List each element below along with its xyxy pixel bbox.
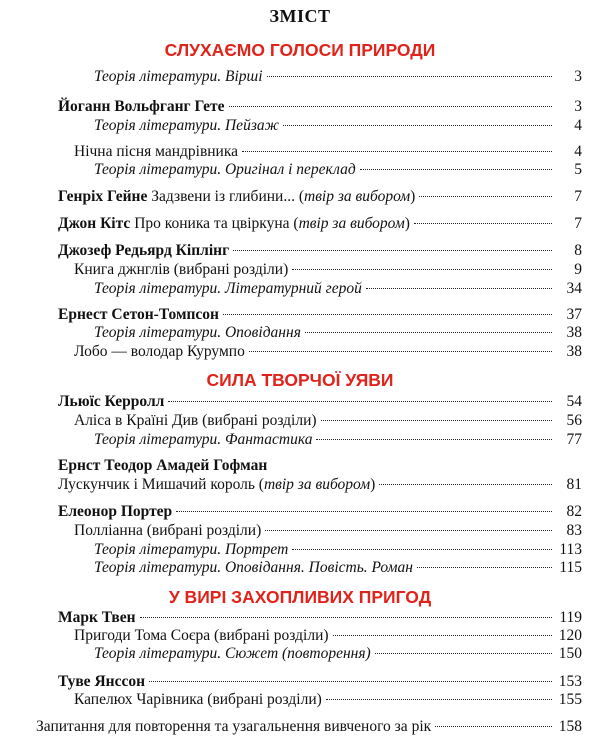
entry-title: Лобо — володар Курумпо — [74, 343, 245, 360]
toc-entry[interactable] — [74, 627, 582, 647]
entry-title: Запитання для повторення та узагальнення вивченого за рік — [36, 718, 432, 735]
dot-leader — [326, 699, 552, 700]
entry-author: Ернест Сетон-Томпсон — [58, 306, 219, 323]
toc-entry[interactable] — [74, 343, 582, 363]
page-number: 150 — [558, 645, 582, 662]
entry-author: Елеонор Портер — [58, 503, 173, 520]
dot-leader — [223, 314, 552, 315]
toc-entry[interactable] — [58, 393, 582, 413]
section-heading: СЛУХАЄМО ГОЛОСИ ПРИРОДИ — [164, 40, 436, 60]
entry-italic: Теорія літератури. Фантастика — [94, 431, 313, 448]
entry-title: Задзвени із глибини... ( — [147, 188, 304, 205]
dot-leader — [265, 530, 552, 531]
dot-leader — [414, 223, 552, 224]
page-number: 83 — [566, 522, 582, 539]
dot-leader — [333, 635, 552, 636]
entry-italic: Теорія літератури. Оригінал і переклад — [94, 161, 356, 178]
entry-author: Льюїс Керролл — [58, 393, 165, 410]
entry-italic: Теорія літератури. Оповідання. Повість. Роман — [94, 559, 413, 576]
entry-title: Капелюх Чарівника (вибрані розділи) — [74, 691, 322, 708]
page-number: 115 — [559, 559, 582, 576]
dot-leader — [292, 269, 552, 270]
toc-entry[interactable] — [36, 718, 582, 738]
entry-italic: Теорія літератури. Портрет — [94, 541, 289, 558]
entry-author: Генріх Гейне — [58, 188, 148, 205]
dot-leader — [249, 351, 552, 352]
entry-title: Полліанна (вибрані розділи) — [74, 522, 262, 539]
entry-after: ) — [370, 476, 376, 493]
page-number: 4 — [574, 143, 582, 160]
entry-italic: твір за вибором — [263, 476, 371, 493]
dot-leader — [366, 288, 552, 289]
toc-entry[interactable] — [58, 215, 582, 235]
toc-entry[interactable] — [94, 645, 582, 665]
dot-leader — [417, 567, 552, 568]
dot-leader — [267, 76, 552, 77]
toc-entry[interactable] — [58, 503, 582, 523]
toc-entry[interactable] — [58, 476, 582, 496]
toc-entry[interactable] — [58, 188, 582, 208]
page-number: 3 — [574, 68, 582, 85]
section-heading: У ВИРІ ЗАХОПЛИВИХ ПРИГОД — [168, 587, 432, 607]
page-number: 56 — [566, 412, 582, 429]
page-number: 119 — [559, 609, 582, 626]
page-number: 82 — [566, 503, 582, 520]
page-number: 5 — [574, 161, 582, 178]
entry-italic: Теорія літератури. Сюжет (повторення) — [94, 645, 371, 662]
page-number: 37 — [566, 306, 582, 323]
entry-author: Джозеф Редьярд Кіплінг — [58, 242, 230, 259]
dot-leader — [419, 196, 552, 197]
toc-entry[interactable] — [74, 412, 582, 432]
entry-title: Нічна пісня мандрівника — [74, 143, 239, 160]
entry-author: Ернст Теодор Амадей Гофман — [58, 457, 268, 474]
page-number: 38 — [566, 343, 582, 360]
entry-title: Про коника та цвіркуна ( — [130, 215, 299, 232]
toc-entry[interactable] — [94, 280, 582, 300]
dot-leader — [149, 681, 552, 682]
toc-entry[interactable] — [58, 98, 582, 118]
dot-leader — [435, 726, 552, 727]
page-number: 7 — [574, 215, 582, 232]
page-number: 77 — [566, 431, 582, 448]
entry-italic: Теорія літератури. Оповідання — [94, 324, 301, 341]
dot-leader — [316, 439, 552, 440]
dot-leader — [305, 332, 552, 333]
page-number: 4 — [574, 117, 582, 134]
entry-author: Туве Янссон — [58, 673, 146, 690]
toc-entry[interactable] — [58, 457, 582, 477]
page-number: 155 — [558, 691, 582, 708]
page-number: 54 — [566, 393, 582, 410]
toc-entry[interactable] — [74, 522, 582, 542]
entry-title: Пригоди Тома Соєра (вибрані розділи) — [74, 627, 329, 644]
dot-leader — [233, 250, 552, 251]
entry-after: ) — [404, 215, 410, 232]
page-number: 7 — [574, 188, 582, 205]
page-number: 113 — [559, 541, 582, 558]
section-heading: СИЛА ТВОРЧОЇ УЯВИ — [206, 370, 394, 390]
entry-italic: твір за вибором — [298, 215, 405, 232]
toc-entry[interactable] — [94, 559, 582, 579]
dot-leader — [283, 125, 552, 126]
entry-italic: Теорія літератури. Пейзаж — [94, 117, 280, 134]
page-number: 9 — [574, 261, 582, 278]
entry-title: Книга джнглів (вибрані розділи) — [74, 261, 289, 278]
toc-entry[interactable] — [94, 68, 582, 88]
toc-entry[interactable] — [58, 609, 582, 629]
toc-entry[interactable] — [94, 324, 582, 344]
toc-entry[interactable] — [58, 673, 582, 693]
dot-leader — [375, 653, 552, 654]
entry-author: Марк Твен — [58, 609, 136, 626]
entry-title: Аліса в Країні Див (вибрані розділи) — [74, 412, 317, 429]
toc-entry[interactable] — [74, 691, 582, 711]
dot-leader — [360, 169, 552, 170]
toc-entry[interactable] — [94, 161, 582, 181]
toc-entry[interactable] — [94, 117, 582, 137]
toc-entry[interactable] — [58, 242, 582, 262]
entry-author: Джон Кітс — [58, 215, 131, 232]
entry-title: Лускунчик і Мишачий король ( — [58, 476, 264, 493]
entry-italic: твір за вибором — [304, 188, 411, 205]
dot-leader — [176, 511, 552, 512]
toc-entry[interactable] — [74, 143, 582, 163]
dot-leader — [379, 484, 552, 485]
dot-leader — [140, 617, 552, 618]
page-number: 38 — [566, 324, 582, 341]
entry-italic: Теорія літератури. Літературний герой — [94, 280, 362, 297]
dot-leader — [321, 420, 552, 421]
entry-after: ) — [410, 188, 416, 205]
dot-leader — [168, 401, 552, 402]
toc-entry[interactable] — [58, 306, 582, 326]
page-number: 8 — [574, 242, 582, 259]
entry-author: Йоганн Вольфганг Гете — [58, 98, 225, 115]
page-number: 153 — [558, 673, 582, 690]
page-number: 120 — [558, 627, 582, 644]
page-title: ЗМІСТ — [269, 6, 331, 26]
page-number: 3 — [574, 98, 582, 115]
dot-leader — [242, 151, 552, 152]
dot-leader — [292, 549, 552, 550]
toc-entry[interactable] — [94, 541, 582, 561]
toc-entry[interactable] — [94, 431, 582, 451]
page-number: 34 — [566, 280, 582, 297]
entry-italic: Теорія літератури. Вірші — [94, 68, 263, 85]
toc-entry[interactable] — [74, 261, 582, 281]
dot-leader — [229, 106, 552, 107]
page-number: 81 — [566, 476, 582, 493]
page-number: 158 — [558, 718, 582, 735]
